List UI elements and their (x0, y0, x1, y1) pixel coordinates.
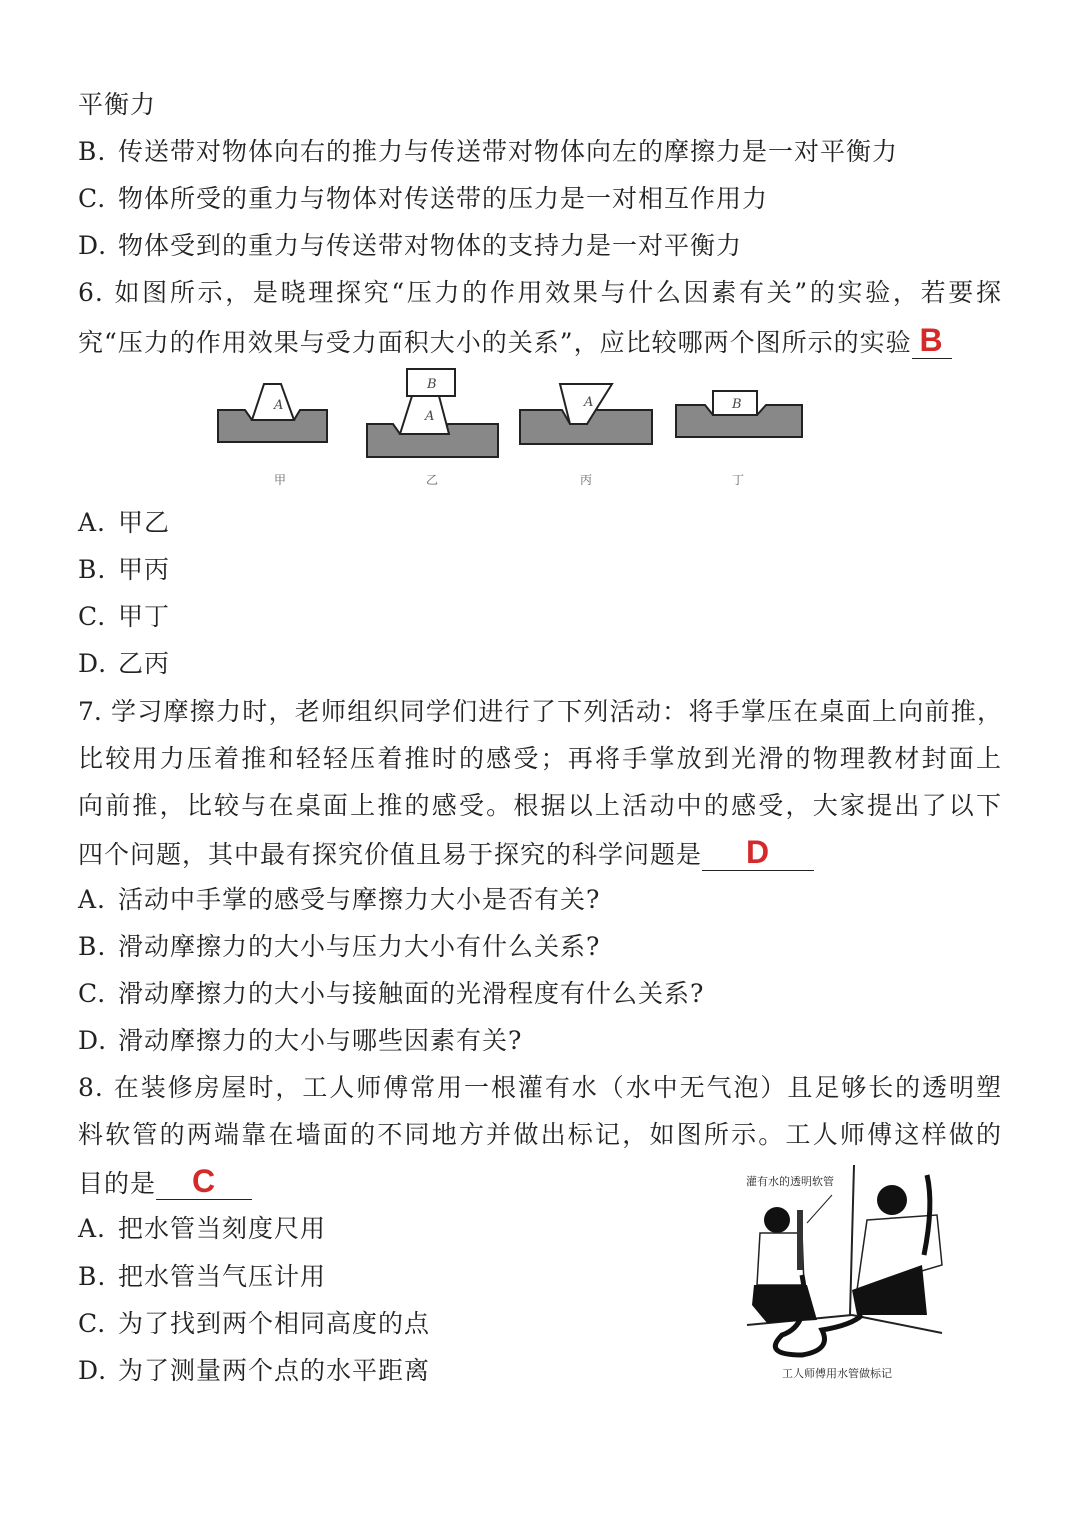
option-label: C. (78, 602, 107, 631)
q7-option-c (78, 978, 704, 1010)
q8-option-a (78, 1213, 326, 1245)
caption-jia: 甲 (274, 473, 287, 487)
q7-stem-line2: 比较用力压着推和轻轻压着推时的感受；再将手掌放到光滑的物理教材封面上 (78, 744, 1002, 773)
option-label: C. (78, 1309, 107, 1338)
option-text: 滑动摩擦力的大小与接触面的光滑程度有什么关系? (118, 979, 705, 1008)
q7-stem-line1: 7. 学习摩擦力时，老师组织同学们进行了下列活动：将手掌压在桌面上向前推， (78, 697, 1002, 726)
option-label: A. (78, 508, 107, 537)
option-label: C. (78, 184, 107, 213)
figure-bing (520, 384, 652, 444)
q6-stem-line1: 6. 如图所示，是晓理探究“压力的作用效果与什么因素有关”的实验，若要探 (78, 278, 1002, 307)
caption-ding: 丁 (732, 473, 745, 487)
q7-stem-text: 四个问题，其中最有探究价值且易于探究的科学问题是 (78, 840, 703, 869)
caption-bing: 丙 (580, 473, 593, 487)
option-text: 为了找到两个相同高度的点 (118, 1309, 431, 1338)
q6-stem-text: 究“压力的作用效果与受力面积大小的关系”，应比较哪两个图所示的实验 (78, 328, 912, 357)
q6-answer: B (919, 322, 944, 358)
figure-jia (218, 384, 327, 442)
option-text: 活动中手掌的感受与摩擦力大小是否有关? (118, 885, 601, 914)
block-a-label: A (274, 398, 284, 413)
block-a-label: A (584, 395, 594, 410)
option-label: B. (78, 1262, 107, 1291)
option-label: A. (78, 885, 107, 914)
q5-option-c (78, 183, 768, 215)
figure-ding (676, 391, 802, 437)
q6-answer-blank (912, 322, 952, 359)
option-text: 传送带对物体向右的推力与传送带对物体向左的摩擦力是一对平衡力 (118, 137, 899, 166)
q7-stem-line3: 向前推，比较与在桌面上推的感受。根据以上活动中的感受，大家提出了以下 (78, 791, 1002, 820)
option-label: D. (78, 649, 108, 678)
option-label: D. (78, 231, 108, 260)
q6-option-b (78, 554, 170, 586)
block-b-label: B (732, 397, 742, 412)
q8-stem-line1: 8. 在装修房屋时，工人师傅常用一根灌有水（水中无气泡）且足够长的透明塑 (78, 1073, 1002, 1102)
option-label: B. (78, 137, 107, 166)
q8-workers-illustration (742, 1165, 957, 1385)
q7-option-a (78, 884, 600, 916)
q8-option-b (78, 1261, 326, 1293)
option-text: 乙丙 (118, 649, 171, 678)
workers-drawing (742, 1165, 957, 1365)
option-text: 物体所受的重力与物体对传送带的压力是一对相互作用力 (118, 184, 769, 213)
option-text: 滑动摩擦力的大小与哪些因素有关? (118, 1026, 523, 1055)
q5-option-b (78, 136, 898, 168)
q6-pressure-figure (210, 362, 810, 492)
q5-continuation: 平衡力 (78, 90, 157, 119)
option-text: 把水管当气压计用 (118, 1262, 327, 1291)
q6-stem-line2 (78, 322, 952, 359)
option-label: A. (78, 1214, 107, 1243)
option-text: 甲乙 (118, 508, 171, 537)
q7-option-b (78, 931, 600, 963)
q7-stem-line4 (78, 834, 814, 871)
block-b-label: B (427, 377, 437, 392)
q8-option-c (78, 1308, 430, 1340)
option-text: 为了测量两个点的水平距离 (118, 1356, 431, 1385)
caption-yi: 乙 (426, 473, 439, 487)
q8-stem-text: 目的是 (78, 1169, 157, 1198)
q8-answer: C (191, 1163, 217, 1199)
option-text: 把水管当刻度尺用 (118, 1214, 327, 1243)
option-label: B. (78, 932, 107, 961)
option-label: C. (78, 979, 107, 1008)
block-a-label: A (425, 409, 435, 424)
figure-caption: 工人师傅用水管做标记 (782, 1367, 892, 1380)
q8-stem-line3 (78, 1163, 252, 1200)
q8-stem-line2: 料软管的两端靠在墙面的不同地方并做出标记，如图所示。工人师傅这样做的 (78, 1120, 1002, 1149)
q6-option-d (78, 648, 170, 680)
option-label: B. (78, 555, 107, 584)
q7-answer: D (745, 834, 771, 870)
option-text: 甲丙 (118, 555, 171, 584)
q8-answer-blank (156, 1163, 252, 1200)
option-label: D. (78, 1026, 108, 1055)
q7-answer-blank (702, 834, 814, 871)
option-text: 滑动摩擦力的大小与压力大小有什么关系? (118, 932, 601, 961)
option-text: 物体受到的重力与传送带对物体的支持力是一对平衡力 (118, 231, 743, 260)
figure-yi (367, 369, 498, 457)
q6-option-c (78, 601, 170, 633)
option-text: 甲丁 (118, 602, 171, 631)
hose-label: 灌有水的透明软管 (746, 1175, 834, 1188)
q8-option-d (78, 1355, 430, 1387)
option-label: D. (78, 1356, 108, 1385)
q6-option-a (78, 507, 170, 539)
q7-option-d (78, 1025, 522, 1057)
q5-option-d (78, 230, 742, 262)
